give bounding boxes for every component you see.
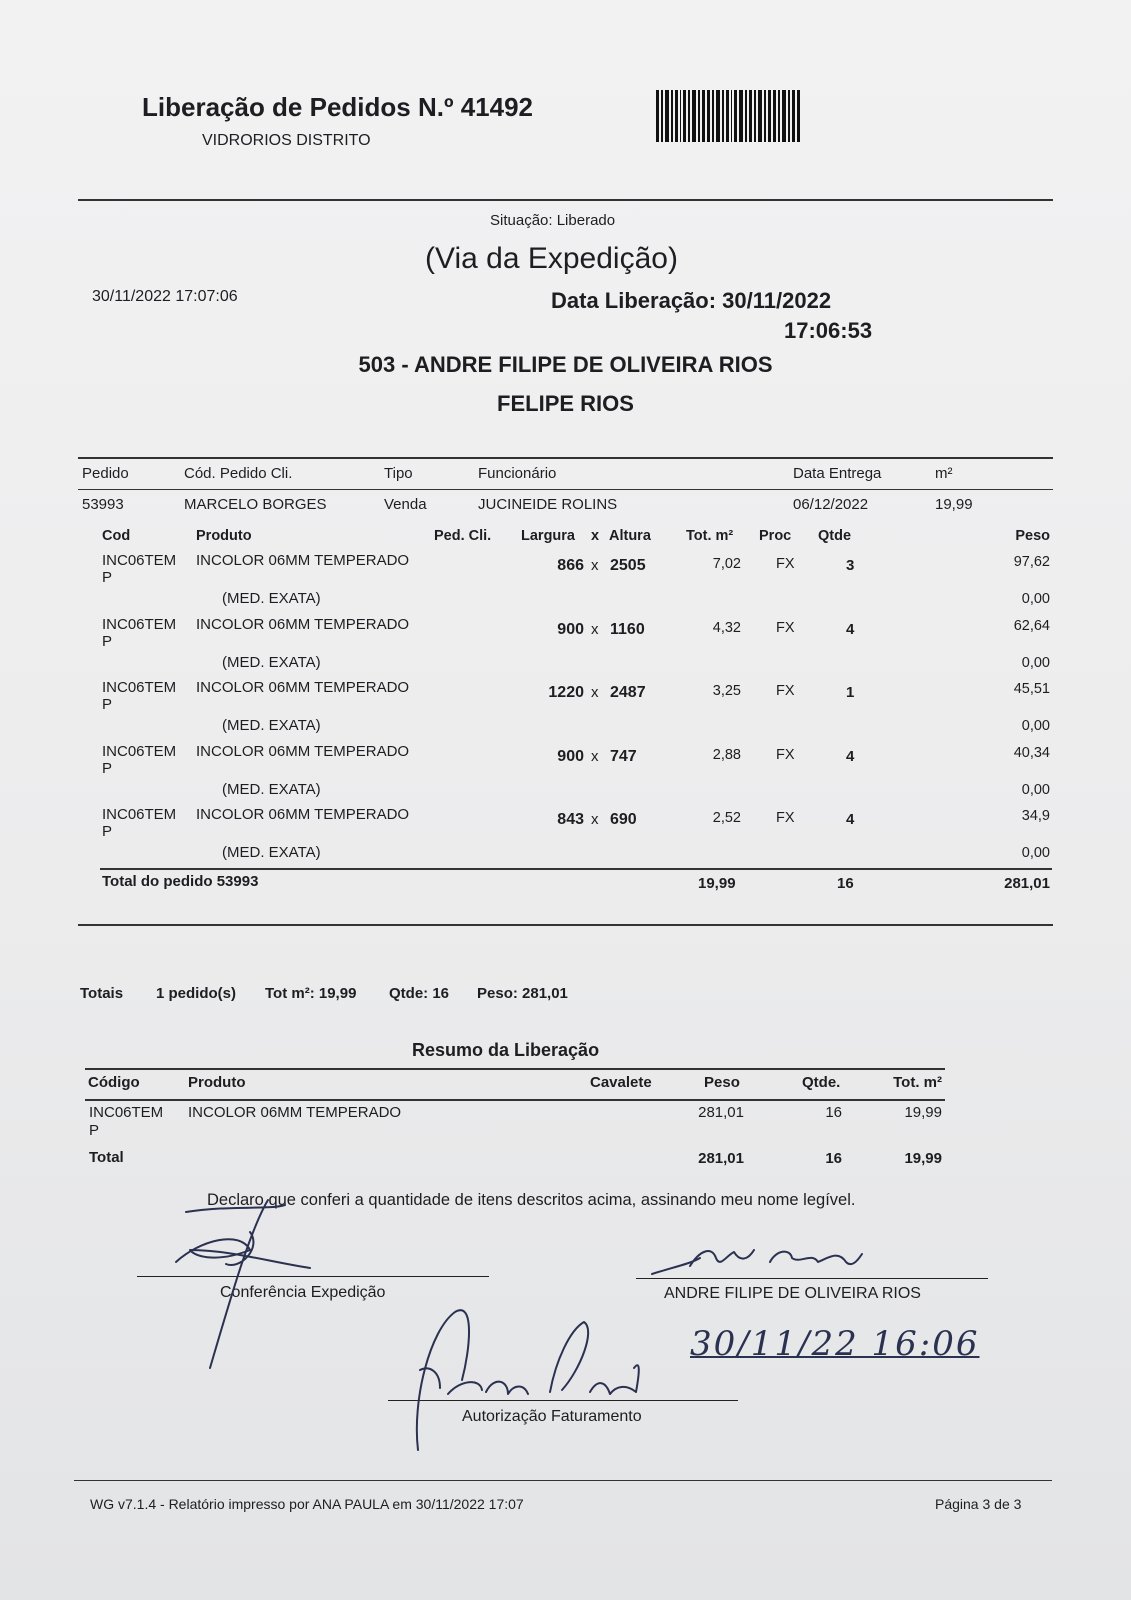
col-header-produto-resumo: Produto (188, 1074, 246, 1091)
item-sub-peso: 0,00 (1021, 655, 1050, 671)
order-total-m2: 19,99 (698, 875, 736, 892)
col-header-peso-resumo: Peso (704, 1074, 740, 1091)
item-altura: 1160 (610, 621, 645, 638)
item-code: INC06TEM (102, 743, 177, 760)
summary-code: INC06TEM (89, 1104, 164, 1121)
signature-label-autorizacao: Autorização Faturamento (462, 1408, 642, 1425)
item-x: x (591, 557, 599, 574)
company-name: VIDRORIOS DISTRITO (202, 132, 371, 149)
order-employee: JUCINEIDE ROLINS (478, 496, 618, 513)
col-header-codigo: Código (88, 1074, 140, 1091)
release-time: 17:06:53 (784, 318, 873, 343)
order-total-qtde: 16 (837, 875, 854, 892)
signature-label-conferencia: Conferência Expedição (220, 1284, 386, 1301)
item-x: x (591, 748, 599, 765)
col-header-qtde-resumo: Qtde. (802, 1074, 841, 1091)
col-header-peso: Peso (1015, 528, 1050, 544)
order-m2: 19,99 (935, 496, 973, 513)
print-datetime: 30/11/2022 17:07:06 (92, 288, 238, 305)
col-header-cod-pedido-cli: Cód. Pedido Cli. (184, 465, 293, 482)
item-code: INC06TEM (102, 806, 177, 823)
item-proc: FX (776, 747, 795, 763)
footer-page-number: Página 3 de 3 (935, 1496, 1022, 1512)
item-sub-label: (MED. EXATA) (222, 654, 321, 671)
item-product: INCOLOR 06MM TEMPERADO (196, 552, 410, 569)
item-code: INC06TEM (102, 679, 177, 696)
order-total-label: Total do pedido 53993 (102, 873, 259, 890)
item-qtde: 1 (846, 684, 855, 701)
col-header-ped-cli: Ped. Cli. (434, 528, 492, 544)
item-x: x (591, 811, 599, 828)
item-sub-label: (MED. EXATA) (222, 844, 321, 861)
summary-product: INCOLOR 06MM TEMPERADO (188, 1104, 402, 1121)
order-client-code: MARCELO BORGES (184, 496, 327, 513)
item-tot-m2: 4,32 (712, 620, 741, 636)
item-largura: 900 (557, 621, 584, 638)
status-text: Situação: Liberado (490, 212, 616, 229)
client-nickname: FELIPE RIOS (497, 391, 634, 416)
client-name: 503 - ANDRE FILIPE DE OLIVEIRA RIOS (358, 352, 773, 377)
order-delivery-date: 06/12/2022 (793, 496, 869, 513)
item-proc: FX (776, 810, 795, 826)
col-header-x: x (591, 528, 600, 544)
item-product: INCOLOR 06MM TEMPERADO (196, 743, 410, 760)
summary-title: Resumo da Liberação (412, 1040, 600, 1060)
col-header-m2: m² (935, 465, 953, 482)
col-header-funcionario: Funcionário (478, 465, 557, 482)
item-code-cont: P (102, 760, 113, 777)
item-peso: 62,64 (1013, 618, 1050, 634)
handwritten-date: 30/11/22 16:06 (690, 1324, 980, 1364)
item-product: INCOLOR 06MM TEMPERADO (196, 679, 410, 696)
item-x: x (591, 684, 599, 701)
totals-label: Totais (80, 985, 124, 1002)
item-sub-label: (MED. EXATA) (222, 590, 321, 607)
signature-label-cliente: ANDRE FILIPE DE OLIVEIRA RIOS (664, 1285, 921, 1302)
item-altura: 2505 (610, 557, 646, 574)
col-header-cavalete: Cavalete (590, 1074, 652, 1091)
item-sub-peso: 0,00 (1021, 845, 1050, 861)
totals-m2: Tot m²: 19,99 (265, 985, 357, 1002)
totals-peso: Peso: 281,01 (477, 985, 568, 1002)
item-altura: 747 (610, 748, 637, 765)
item-x: x (591, 621, 599, 638)
col-header-qtde: Qtde (818, 528, 852, 544)
order-type: Venda (384, 496, 427, 513)
col-header-produto: Produto (196, 528, 252, 544)
signature-conferencia-icon (176, 1200, 310, 1368)
summary-total-peso: 281,01 (698, 1150, 744, 1167)
release-date: Data Liberação: 30/11/2022 (551, 288, 832, 313)
order-total-peso: 281,01 (1004, 875, 1050, 892)
summary-total-qtde: 16 (825, 1150, 842, 1167)
footer-printed-by: WG v7.1.4 - Relatório impresso por ANA PAULA em 30/11/2022 17:07 (90, 1496, 524, 1512)
item-product: INCOLOR 06MM TEMPERADO (196, 616, 410, 633)
item-product: INCOLOR 06MM TEMPERADO (196, 806, 410, 823)
item-sub-label: (MED. EXATA) (222, 717, 321, 734)
col-header-tot-m2-resumo: Tot. m² (893, 1074, 942, 1091)
col-header-largura: Largura (521, 528, 575, 544)
item-code-cont: P (102, 569, 113, 586)
item-tot-m2: 7,02 (712, 556, 741, 572)
item-code-cont: P (102, 823, 113, 840)
totals-qtde: Qtde: 16 (389, 985, 450, 1002)
col-header-cod: Cod (102, 528, 131, 544)
col-header-tot-m2: Tot. m² (686, 528, 734, 544)
item-altura: 690 (610, 811, 637, 828)
item-sub-label: (MED. EXATA) (222, 781, 321, 798)
summary-tot-m2: 19,99 (904, 1104, 942, 1121)
summary-total-label: Total (89, 1149, 124, 1166)
item-tot-m2: 2,88 (712, 747, 741, 763)
item-proc: FX (776, 620, 795, 636)
item-largura: 843 (557, 811, 584, 828)
item-code: INC06TEM (102, 552, 177, 569)
item-peso: 45,51 (1013, 681, 1050, 697)
totals-orders: 1 pedido(s) (156, 985, 237, 1002)
item-proc: FX (776, 683, 795, 699)
item-qtde: 4 (846, 748, 855, 765)
item-altura: 2487 (610, 684, 646, 701)
item-qtde: 3 (846, 557, 855, 574)
item-peso: 34,9 (1021, 808, 1050, 824)
item-peso: 97,62 (1013, 554, 1050, 570)
item-code: INC06TEM (102, 616, 177, 633)
signature-cliente-icon (652, 1250, 862, 1274)
item-largura: 900 (557, 748, 584, 765)
divider (74, 1480, 1052, 1481)
item-qtde: 4 (846, 811, 855, 828)
item-peso: 40,34 (1013, 745, 1050, 761)
item-tot-m2: 2,52 (712, 810, 741, 826)
summary-code-cont: P (89, 1122, 100, 1139)
item-sub-peso: 0,00 (1021, 591, 1050, 607)
order-number: 53993 (82, 496, 124, 513)
copy-type-heading: (Via da Expedição) (425, 242, 678, 275)
declaration-text: Declaro que conferi a quantidade de itens descritos acima, assinando meu nome legível. (207, 1191, 856, 1209)
summary-peso: 281,01 (698, 1104, 744, 1121)
summary-total-tot-m2: 19,99 (904, 1150, 942, 1167)
item-code-cont: P (102, 633, 113, 650)
item-code-cont: P (102, 696, 113, 713)
col-header-pedido: Pedido (82, 465, 129, 482)
summary-qtde: 16 (825, 1104, 842, 1121)
col-header-altura: Altura (609, 528, 651, 544)
item-qtde: 4 (846, 621, 855, 638)
item-largura: 866 (557, 557, 584, 574)
signature-autorizacao-icon (417, 1310, 639, 1450)
item-largura: 1220 (548, 684, 584, 701)
col-header-proc: Proc (759, 528, 792, 544)
item-proc: FX (776, 556, 795, 572)
col-header-tipo: Tipo (384, 465, 413, 482)
document-title: Liberação de Pedidos N.º 41492 (142, 92, 533, 122)
item-sub-peso: 0,00 (1021, 718, 1050, 734)
item-tot-m2: 3,25 (712, 683, 741, 699)
item-sub-peso: 0,00 (1021, 782, 1050, 798)
col-header-data-entrega: Data Entrega (793, 465, 882, 482)
